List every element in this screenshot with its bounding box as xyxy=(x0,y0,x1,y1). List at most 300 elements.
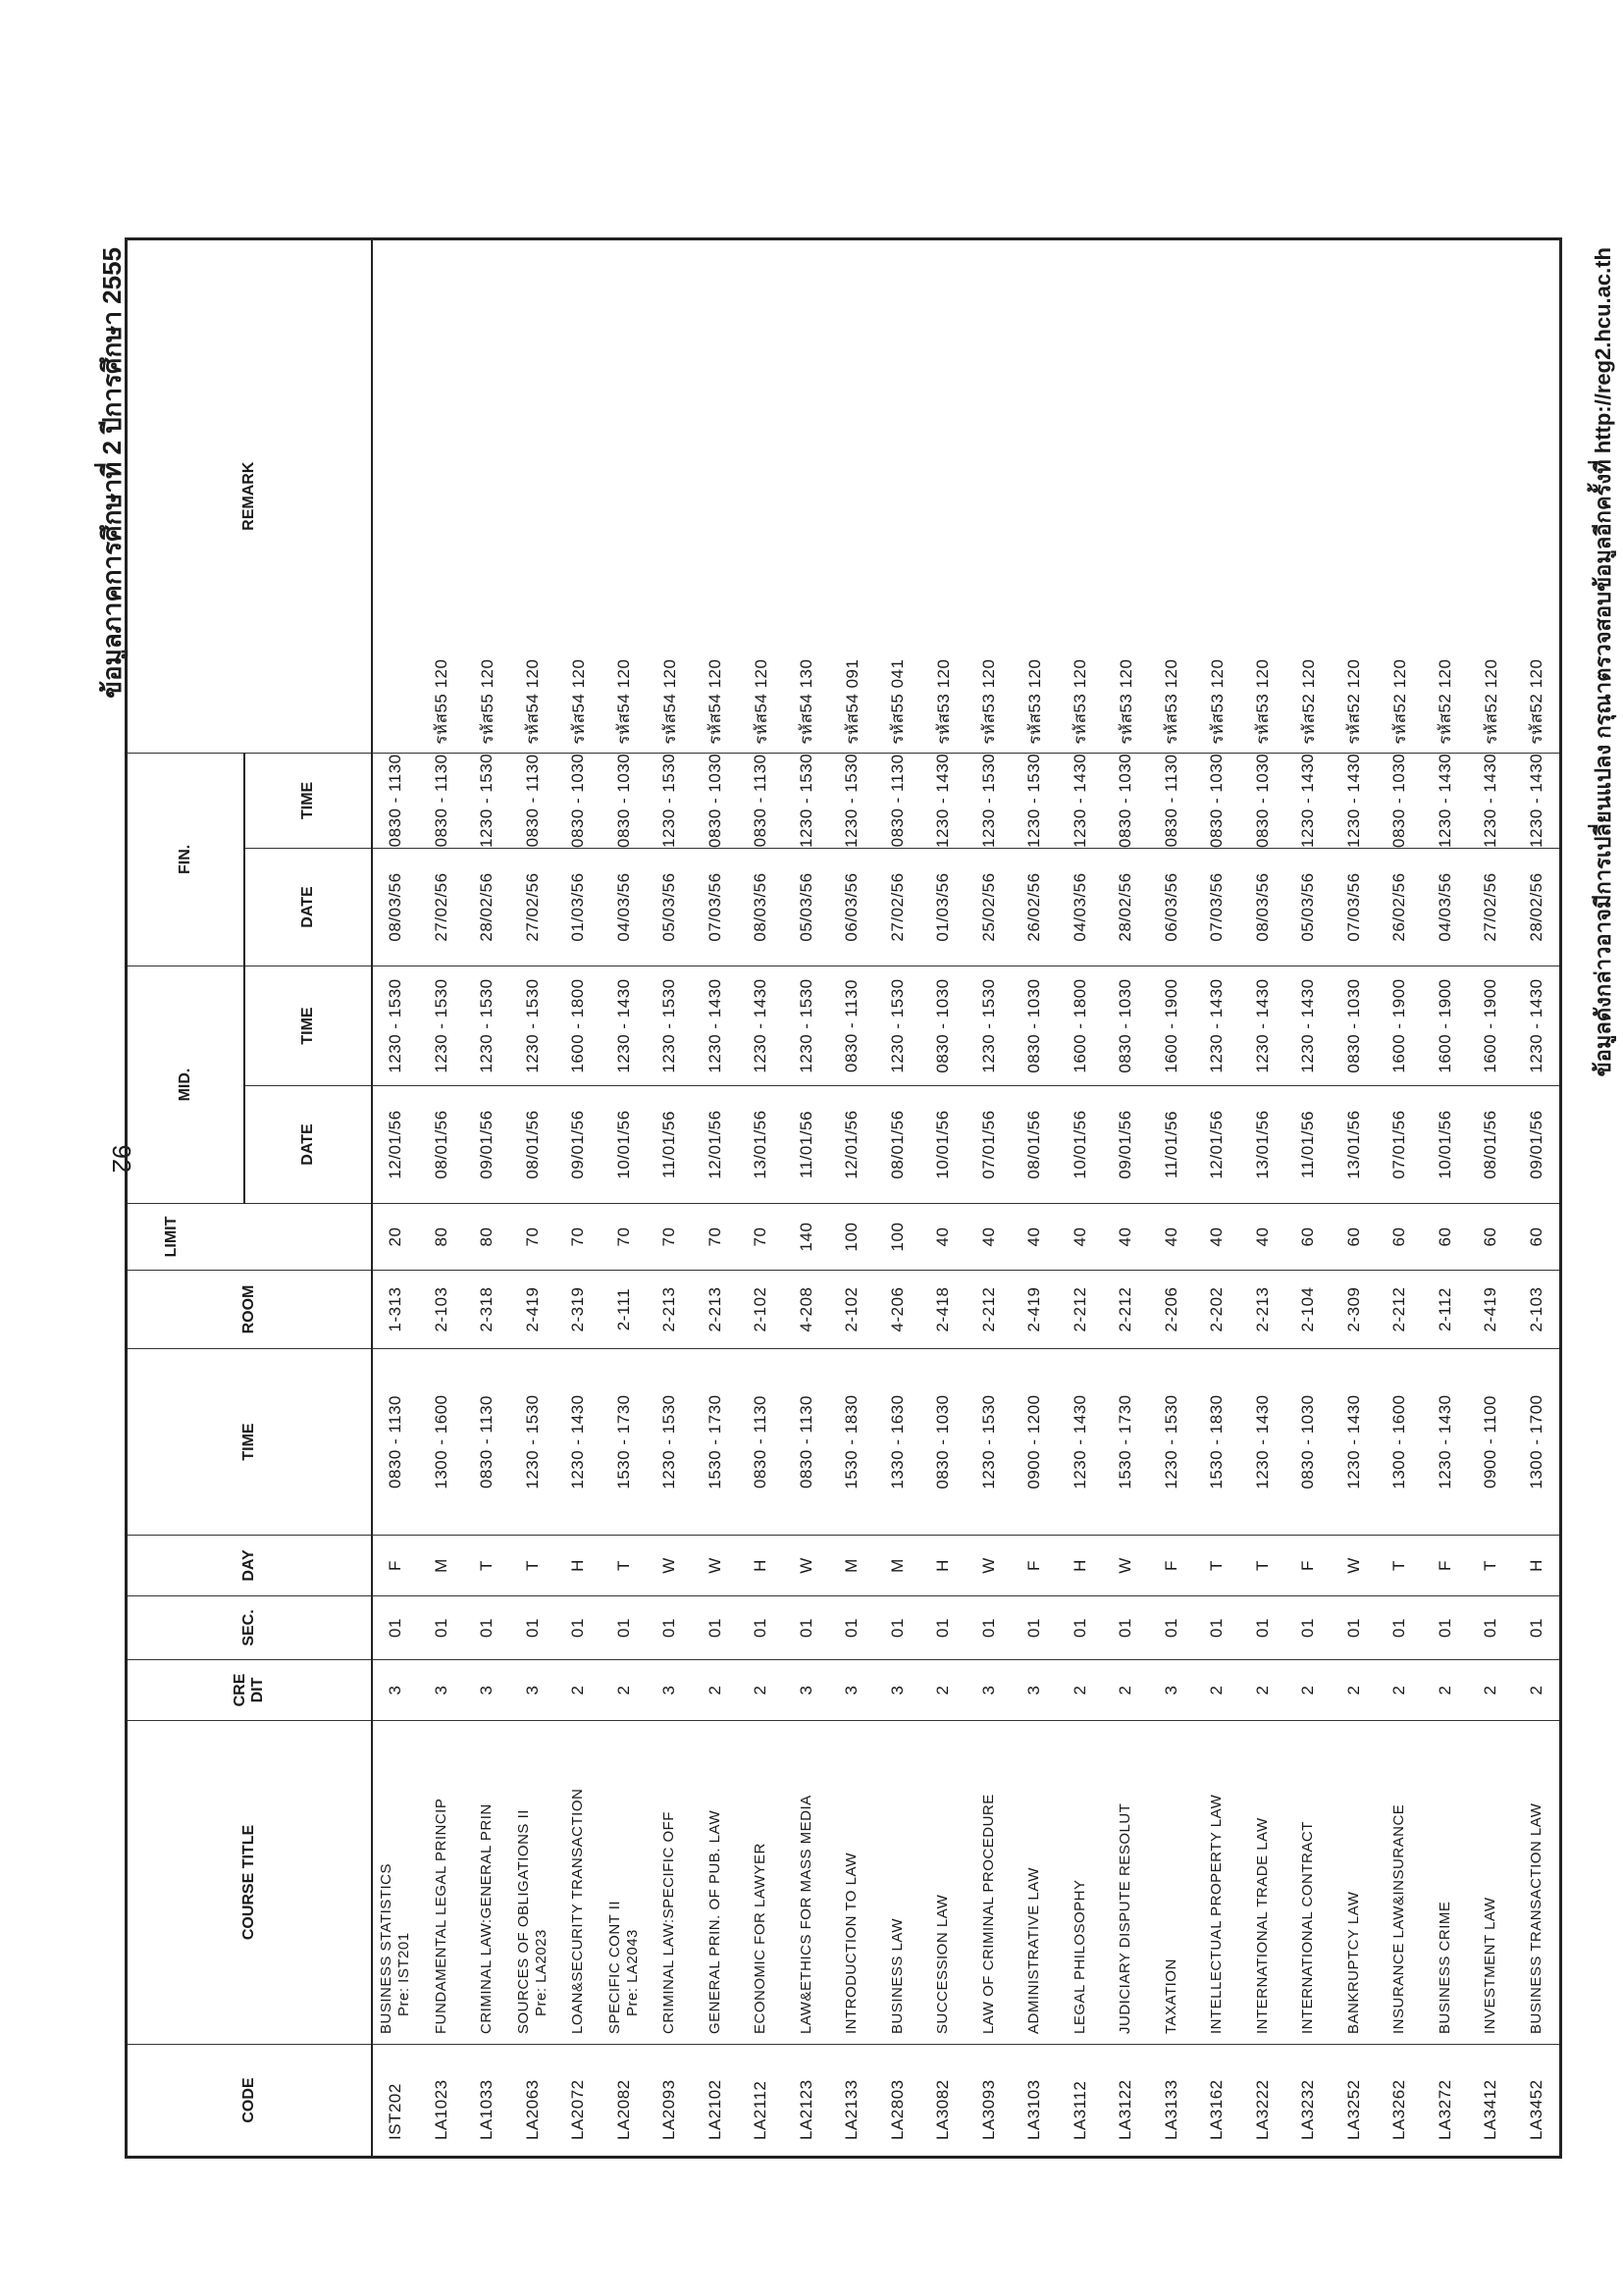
cell-day: M xyxy=(875,1536,921,1596)
cell-course-code: LA3122 xyxy=(1103,2045,1149,2158)
cell-mid-time: 1600 - 1800 xyxy=(555,966,602,1086)
cell-mid-date: 13/01/56 xyxy=(738,1086,784,1204)
cell-mid-date: 10/01/56 xyxy=(920,1086,967,1204)
cell-section: 01 xyxy=(1194,1596,1240,1660)
cell-room: 2-212 xyxy=(1377,1271,1423,1349)
cell-room: 2-111 xyxy=(602,1271,648,1349)
cell-section: 01 xyxy=(1377,1596,1423,1660)
disclaimer-footer: ข้อมูลดังกล่าวอาจมีการเปลี่ยนแปลง กรุณาตรวจสอบข้อมูลอีกครั้งที่ http://reg2.hcu.ac.th xyxy=(1591,247,1615,1077)
cell-room: 2-419 xyxy=(1468,1271,1514,1349)
cell-section: 01 xyxy=(967,1596,1013,1660)
cell-fin-time: 0830 - 1030 xyxy=(602,753,648,848)
cell-mid-date: 07/01/56 xyxy=(1377,1086,1423,1204)
table-row xyxy=(738,238,784,2157)
cell-fin-time: 0830 - 1030 xyxy=(1377,753,1423,848)
cell-credit: 2 xyxy=(1103,1660,1149,1721)
table-row xyxy=(1423,238,1469,2157)
table-row xyxy=(1377,238,1423,2157)
cell-day: F xyxy=(1012,1536,1058,1596)
cell-course-title xyxy=(920,1721,967,2045)
cell-class-time: 1230 - 1430 xyxy=(1240,1349,1286,1536)
header-room: ROOM xyxy=(127,1271,373,1349)
cell-limit: 80 xyxy=(464,1204,510,1271)
cell-mid-time: 0830 - 1030 xyxy=(1012,966,1058,1086)
cell-limit: 70 xyxy=(647,1204,693,1271)
cell-room: 2-318 xyxy=(464,1271,510,1349)
cell-fin-time: 1230 - 1430 xyxy=(1332,753,1378,848)
cell-limit: 60 xyxy=(1332,1204,1378,1271)
cell-mid-time: 1230 - 1430 xyxy=(1194,966,1240,1086)
cell-mid-date: 11/01/56 xyxy=(1149,1086,1195,1204)
cell-room: 1-313 xyxy=(372,1271,419,1349)
cell-fin-date: 04/03/56 xyxy=(1423,849,1469,966)
cell-course-title xyxy=(1514,1721,1561,2045)
cell-credit: 2 xyxy=(1285,1660,1332,1721)
table-row xyxy=(510,238,556,2157)
course-title-text: CRIMINAL LAW:SPECIFIC OFF xyxy=(660,1811,678,2034)
cell-course-code: LA3103 xyxy=(1012,2045,1058,2158)
cell-day: W xyxy=(1103,1536,1149,1596)
cell-room: 2-202 xyxy=(1194,1271,1240,1349)
cell-section: 01 xyxy=(875,1596,921,1660)
cell-fin-date: 07/03/56 xyxy=(1332,849,1378,966)
cell-course-title xyxy=(464,1721,510,2045)
cell-mid-time: 1230 - 1430 xyxy=(738,966,784,1086)
table-row xyxy=(1240,238,1286,2157)
cell-class-time: 1230 - 1530 xyxy=(647,1349,693,1536)
cell-class-time: 1530 - 1830 xyxy=(1194,1349,1240,1536)
cell-credit: 3 xyxy=(1012,1660,1058,1721)
cell-course-code: LA3082 xyxy=(920,2045,967,2158)
table-row xyxy=(1012,238,1058,2157)
table-row xyxy=(1332,238,1378,2157)
cell-day: T xyxy=(602,1536,648,1596)
table-row xyxy=(602,238,648,2157)
cell-remark: รหัส53 120 xyxy=(1194,238,1240,753)
cell-fin-date: 01/03/56 xyxy=(920,849,967,966)
cell-limit: 20 xyxy=(372,1204,419,1271)
cell-remark: รหัส52 120 xyxy=(1332,238,1378,753)
cell-mid-time: 1230 - 1430 xyxy=(1514,966,1561,1086)
cell-fin-date: 28/02/56 xyxy=(1514,849,1561,966)
cell-section: 01 xyxy=(647,1596,693,1660)
cell-fin-date: 26/02/56 xyxy=(1012,849,1058,966)
course-title-text: LEGAL PHILOSOPHY xyxy=(1071,1879,1088,2034)
cell-course-code: LA3133 xyxy=(1149,2045,1195,2158)
cell-limit: 60 xyxy=(1423,1204,1469,1271)
cell-room: 2-103 xyxy=(1514,1271,1561,1349)
cell-fin-time: 1230 - 1530 xyxy=(1012,753,1058,848)
cell-room: 4-206 xyxy=(875,1271,921,1349)
cell-room: 2-319 xyxy=(555,1271,602,1349)
cell-credit: 2 xyxy=(738,1660,784,1721)
cell-fin-date: 27/02/56 xyxy=(875,849,921,966)
cell-course-code: LA3162 xyxy=(1194,2045,1240,2158)
course-title-text: BANKRUPTCY LAW xyxy=(1344,1891,1362,2034)
course-title-text: BUSINESS CRIME xyxy=(1436,1901,1453,2034)
course-title-text: INTERNATIONAL TRADE LAW xyxy=(1253,1817,1271,2034)
table-row xyxy=(464,238,510,2157)
cell-course-title xyxy=(829,1721,875,2045)
cell-remark: รหัส52 120 xyxy=(1514,238,1561,753)
cell-credit: 3 xyxy=(372,1660,419,1721)
cell-mid-date: 08/01/56 xyxy=(1468,1086,1514,1204)
cell-class-time: 1530 - 1730 xyxy=(1103,1349,1149,1536)
cell-room: 2-419 xyxy=(1012,1271,1058,1349)
cell-course-code: LA3093 xyxy=(967,2045,1013,2158)
cell-remark: รหัส54 120 xyxy=(555,238,602,753)
cell-course-code: LA3452 xyxy=(1514,2045,1561,2158)
cell-class-time: 1230 - 1530 xyxy=(967,1349,1013,1536)
cell-course-code: LA2102 xyxy=(693,2045,739,2158)
table-row xyxy=(647,238,693,2157)
cell-limit: 70 xyxy=(555,1204,602,1271)
cell-fin-time: 1230 - 1430 xyxy=(920,753,967,848)
cell-limit: 70 xyxy=(510,1204,556,1271)
cell-section: 01 xyxy=(464,1596,510,1660)
cell-credit: 3 xyxy=(784,1660,830,1721)
cell-day: F xyxy=(372,1536,419,1596)
cell-day: H xyxy=(1514,1536,1561,1596)
cell-fin-date: 08/03/56 xyxy=(738,849,784,966)
cell-room: 2-206 xyxy=(1149,1271,1195,1349)
cell-class-time: 1330 - 1630 xyxy=(875,1349,921,1536)
cell-course-title xyxy=(1423,1721,1469,2045)
cell-section: 01 xyxy=(1468,1596,1514,1660)
cell-mid-time: 0830 - 1130 xyxy=(829,966,875,1086)
cell-course-title xyxy=(602,1721,648,2045)
cell-fin-time: 1230 - 1530 xyxy=(829,753,875,848)
cell-remark: รหัส54 120 xyxy=(693,238,739,753)
cell-course-code: LA2082 xyxy=(602,2045,648,2158)
cell-limit: 70 xyxy=(602,1204,648,1271)
cell-day: H xyxy=(1058,1536,1104,1596)
cell-fin-date: 26/02/56 xyxy=(1377,849,1423,966)
prerequisite-text: Pre: LA2043 xyxy=(623,1929,641,2016)
table-row xyxy=(419,238,465,2157)
cell-credit: 2 xyxy=(555,1660,602,1721)
cell-remark: รหัส55 120 xyxy=(464,238,510,753)
header-credit xyxy=(127,1660,373,1721)
cell-remark: รหัส53 120 xyxy=(1012,238,1058,753)
cell-day: W xyxy=(647,1536,693,1596)
cell-mid-date: 13/01/56 xyxy=(1332,1086,1378,1204)
cell-day: H xyxy=(738,1536,784,1596)
header-remark: REMARK xyxy=(127,238,373,753)
cell-credit: 3 xyxy=(967,1660,1013,1721)
cell-credit: 2 xyxy=(1423,1660,1469,1721)
cell-fin-time: 0830 - 1130 xyxy=(738,753,784,848)
cell-day: W xyxy=(784,1536,830,1596)
cell-remark: รหัส54 091 xyxy=(829,238,875,753)
cell-fin-date: 28/02/56 xyxy=(464,849,510,966)
cell-day: T xyxy=(1194,1536,1240,1596)
cell-course-code: LA2112 xyxy=(738,2045,784,2158)
cell-credit: 2 xyxy=(1194,1660,1240,1721)
cell-room: 2-419 xyxy=(510,1271,556,1349)
cell-fin-date: 06/03/56 xyxy=(829,849,875,966)
cell-remark: รหัส54 120 xyxy=(647,238,693,753)
cell-course-title xyxy=(1149,1721,1195,2045)
cell-course-title xyxy=(784,1721,830,2045)
cell-course-code: LA3412 xyxy=(1468,2045,1514,2158)
cell-day: T xyxy=(464,1536,510,1596)
cell-course-title xyxy=(1240,1721,1286,2045)
cell-section: 01 xyxy=(1149,1596,1195,1660)
cell-mid-time: 1230 - 1530 xyxy=(510,966,556,1086)
cell-room: 2-104 xyxy=(1285,1271,1332,1349)
cell-course-title xyxy=(647,1721,693,2045)
cell-mid-time: 1600 - 1900 xyxy=(1149,966,1195,1086)
course-title-text: SPECIFIC CONT II xyxy=(605,1900,623,2034)
cell-course-title xyxy=(1194,1721,1240,2045)
cell-day: H xyxy=(920,1536,967,1596)
header-course-title: COURSE TITLE xyxy=(127,1721,373,2045)
cell-fin-time: 1230 - 1430 xyxy=(1058,753,1104,848)
cell-room: 2-103 xyxy=(419,1271,465,1349)
cell-credit: 2 xyxy=(1058,1660,1104,1721)
cell-credit: 3 xyxy=(829,1660,875,1721)
cell-fin-date: 04/03/56 xyxy=(1058,849,1104,966)
cell-room: 2-213 xyxy=(1240,1271,1286,1349)
cell-class-time: 1230 - 1430 xyxy=(1423,1349,1469,1536)
course-title-text: FUNDAMENTAL LEGAL PRINCIP xyxy=(432,1798,449,2034)
cell-room: 2-213 xyxy=(693,1271,739,1349)
table-row xyxy=(693,238,739,2157)
header-fin-date: DATE xyxy=(244,849,372,966)
cell-credit: 3 xyxy=(1149,1660,1195,1721)
course-title-text: CRIMINAL LAW:GENERAL PRIN xyxy=(478,1803,496,2034)
cell-limit: 40 xyxy=(967,1204,1013,1271)
cell-course-code: LA2093 xyxy=(647,2045,693,2158)
cell-mid-date: 09/01/56 xyxy=(464,1086,510,1204)
course-title-text: SOURCES OF OBLIGATIONS II xyxy=(514,1809,532,2034)
cell-credit: 2 xyxy=(1332,1660,1378,1721)
cell-mid-time: 1600 - 1900 xyxy=(1423,966,1469,1086)
cell-fin-date: 08/03/56 xyxy=(1240,849,1286,966)
cell-course-title xyxy=(510,1721,556,2045)
cell-room: 2-102 xyxy=(829,1271,875,1349)
cell-class-time: 1530 - 1730 xyxy=(693,1349,739,1536)
cell-course-code: LA2803 xyxy=(875,2045,921,2158)
cell-mid-time: 1230 - 1530 xyxy=(784,966,830,1086)
cell-limit: 40 xyxy=(1103,1204,1149,1271)
cell-day: M xyxy=(419,1536,465,1596)
cell-limit: 40 xyxy=(1194,1204,1240,1271)
cell-day: T xyxy=(1377,1536,1423,1596)
cell-course-title xyxy=(967,1721,1013,2045)
cell-course-code: IST202 xyxy=(372,2045,419,2158)
cell-room: 2-212 xyxy=(1058,1271,1104,1349)
header-mid-date: DATE xyxy=(244,1086,372,1204)
cell-mid-date: 08/01/56 xyxy=(1012,1086,1058,1204)
cell-mid-time: 1230 - 1530 xyxy=(875,966,921,1086)
cell-course-code: LA2133 xyxy=(829,2045,875,2158)
cell-credit: 2 xyxy=(1468,1660,1514,1721)
cell-fin-date: 28/02/56 xyxy=(1103,849,1149,966)
cell-section: 01 xyxy=(1332,1596,1378,1660)
cell-mid-date: 12/01/56 xyxy=(829,1086,875,1204)
cell-mid-time: 1230 - 1430 xyxy=(1285,966,1332,1086)
cell-section: 01 xyxy=(555,1596,602,1660)
table-body xyxy=(372,238,1561,2157)
cell-section: 01 xyxy=(1423,1596,1469,1660)
cell-course-code: LA3262 xyxy=(1377,2045,1423,2158)
cell-limit: 80 xyxy=(419,1204,465,1271)
cell-mid-date: 11/01/56 xyxy=(1285,1086,1332,1204)
cell-section: 01 xyxy=(419,1596,465,1660)
cell-fin-date: 27/02/56 xyxy=(510,849,556,966)
cell-class-time: 0830 - 1030 xyxy=(920,1349,967,1536)
cell-remark: รหัส52 120 xyxy=(1377,238,1423,753)
course-title-text: SUCCESSION LAW xyxy=(934,1894,952,2034)
cell-mid-date: 12/01/56 xyxy=(1194,1086,1240,1204)
header-midterm: MID. xyxy=(127,966,245,1204)
cell-course-title xyxy=(1058,1721,1104,2045)
cell-limit: 60 xyxy=(1514,1204,1561,1271)
course-title-text: ECONOMIC FOR LAWYER xyxy=(752,1843,769,2034)
cell-mid-time: 1230 - 1530 xyxy=(419,966,465,1086)
course-title-text: ADMINISTRATIVE LAW xyxy=(1025,1867,1043,2034)
cell-remark: รหัส53 120 xyxy=(1149,238,1195,753)
cell-section: 01 xyxy=(1058,1596,1104,1660)
cell-section: 01 xyxy=(1285,1596,1332,1660)
cell-fin-time: 1230 - 1430 xyxy=(1285,753,1332,848)
cell-credit: 2 xyxy=(693,1660,739,1721)
cell-class-time: 0830 - 1130 xyxy=(784,1349,830,1536)
cell-section: 01 xyxy=(1240,1596,1286,1660)
cell-remark: รหัส52 120 xyxy=(1468,238,1514,753)
course-title-text: BUSINESS TRANSACTION LAW xyxy=(1527,1802,1544,2034)
header-time: TIME xyxy=(127,1349,373,1536)
cell-fin-date: 07/03/56 xyxy=(693,849,739,966)
cell-course-title xyxy=(555,1721,602,2045)
cell-room: 2-102 xyxy=(738,1271,784,1349)
course-title-text: INSURANCE LAW&INSURANCE xyxy=(1390,1803,1408,2034)
cell-class-time: 1230 - 1430 xyxy=(1332,1349,1378,1536)
prerequisite-text: Pre: LA2023 xyxy=(532,1929,550,2016)
cell-section: 01 xyxy=(738,1596,784,1660)
cell-course-title xyxy=(1012,1721,1058,2045)
cell-mid-time: 0830 - 1030 xyxy=(920,966,967,1086)
cell-fin-date: 25/02/56 xyxy=(967,849,1013,966)
cell-room: 2-112 xyxy=(1423,1271,1469,1349)
cell-remark: รหัส52 120 xyxy=(1423,238,1469,753)
cell-fin-time: 1230 - 1530 xyxy=(967,753,1013,848)
cell-mid-date: 10/01/56 xyxy=(1423,1086,1469,1204)
cell-fin-time: 1230 - 1430 xyxy=(1514,753,1561,848)
cell-mid-date: 13/01/56 xyxy=(1240,1086,1286,1204)
cell-fin-time: 0830 - 1130 xyxy=(419,753,465,848)
cell-section: 01 xyxy=(920,1596,967,1660)
cell-mid-time: 0830 - 1030 xyxy=(1103,966,1149,1086)
header-credit-label: CRE DIT xyxy=(232,1673,266,1707)
cell-course-code: LA2123 xyxy=(784,2045,830,2158)
cell-fin-date: 05/03/56 xyxy=(1285,849,1332,966)
cell-fin-date: 01/03/56 xyxy=(555,849,602,966)
header-final: FIN. xyxy=(127,753,245,965)
cell-credit: 2 xyxy=(1377,1660,1423,1721)
cell-day: F xyxy=(1285,1536,1332,1596)
cell-course-code: LA3272 xyxy=(1423,2045,1469,2158)
cell-fin-time: 0830 - 1130 xyxy=(372,753,419,848)
cell-section: 01 xyxy=(1514,1596,1561,1660)
cell-mid-date: 11/01/56 xyxy=(647,1086,693,1204)
cell-class-time: 0900 - 1200 xyxy=(1012,1349,1058,1536)
cell-mid-time: 1600 - 1900 xyxy=(1468,966,1514,1086)
cell-mid-date: 11/01/56 xyxy=(784,1086,830,1204)
header-section: SEC. xyxy=(127,1596,373,1660)
prerequisite-text: Pre: IST201 xyxy=(395,1932,413,2016)
cell-remark: รหัส54 120 xyxy=(510,238,556,753)
cell-remark: รหัส55 041 xyxy=(875,238,921,753)
cell-remark: รหัส53 120 xyxy=(967,238,1013,753)
cell-day: F xyxy=(1149,1536,1195,1596)
cell-fin-date: 27/02/56 xyxy=(1468,849,1514,966)
table-row xyxy=(829,238,875,2157)
cell-mid-time: 1230 - 1430 xyxy=(1240,966,1286,1086)
page-number: 92 xyxy=(107,1144,136,1174)
cell-remark: รหัส54 120 xyxy=(738,238,784,753)
cell-course-code: LA3222 xyxy=(1240,2045,1286,2158)
cell-fin-time: 0830 - 1030 xyxy=(1194,753,1240,848)
cell-day: W xyxy=(1332,1536,1378,1596)
cell-fin-time: 0830 - 1030 xyxy=(555,753,602,848)
cell-class-time: 1230 - 1530 xyxy=(510,1349,556,1536)
cell-fin-time: 0830 - 1030 xyxy=(693,753,739,848)
header-day: DAY xyxy=(127,1536,373,1596)
table-row xyxy=(875,238,921,2157)
cell-class-time: 1530 - 1830 xyxy=(829,1349,875,1536)
table-row xyxy=(372,238,419,2157)
cell-mid-date: 08/01/56 xyxy=(510,1086,556,1204)
cell-remark: รหัส52 120 xyxy=(1285,238,1332,753)
cell-fin-time: 1230 - 1530 xyxy=(464,753,510,848)
cell-class-time: 0830 - 1130 xyxy=(464,1349,510,1536)
cell-credit: 3 xyxy=(419,1660,465,1721)
course-schedule-table xyxy=(125,237,1562,2159)
header-fin-time: TIME xyxy=(244,753,372,848)
cell-mid-time: 1230 - 1530 xyxy=(967,966,1013,1086)
cell-remark: รหัส53 120 xyxy=(1240,238,1286,753)
cell-course-code: LA1023 xyxy=(419,2045,465,2158)
cell-mid-time: 1600 - 1800 xyxy=(1058,966,1104,1086)
course-title-text: INTELLECTUAL PROPERTY LAW xyxy=(1208,1794,1226,2034)
course-title-text: INTRODUCTION TO LAW xyxy=(843,1852,861,2034)
cell-day: W xyxy=(693,1536,739,1596)
table-row xyxy=(784,238,830,2157)
cell-day: W xyxy=(967,1536,1013,1596)
cell-section: 01 xyxy=(1103,1596,1149,1660)
cell-fin-time: 0830 - 1130 xyxy=(875,753,921,848)
cell-limit: 40 xyxy=(920,1204,967,1271)
cell-room: 2-213 xyxy=(647,1271,693,1349)
course-title-text: LOAN&SECURITY TRANSACTION xyxy=(569,1788,587,2034)
cell-course-title xyxy=(693,1721,739,2045)
cell-limit: 70 xyxy=(738,1204,784,1271)
cell-limit: 60 xyxy=(1285,1204,1332,1271)
course-title-text: GENERAL PRIN. OF PUB. LAW xyxy=(706,1809,723,2034)
cell-fin-date: 04/03/56 xyxy=(602,849,648,966)
cell-mid-date: 08/01/56 xyxy=(419,1086,465,1204)
table-row xyxy=(967,238,1013,2157)
cell-course-code: LA3252 xyxy=(1332,2045,1378,2158)
course-title-text: TAXATION xyxy=(1162,1958,1179,2034)
cell-limit: 40 xyxy=(1149,1204,1195,1271)
cell-course-title xyxy=(1103,1721,1149,2045)
cell-fin-date: 08/03/56 xyxy=(372,849,419,966)
cell-limit: 70 xyxy=(693,1204,739,1271)
